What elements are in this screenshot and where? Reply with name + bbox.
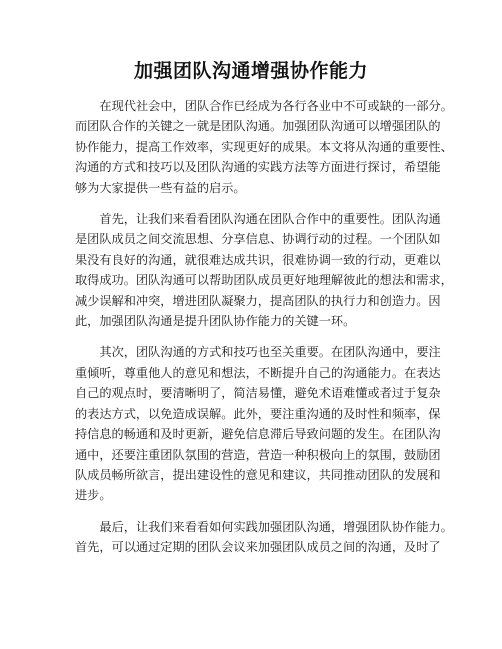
paragraph-line: 通中，还要注重团队氛围的营造，营造一种积极向上的氛围，鼓励团 xyxy=(75,447,441,462)
paragraph-line: 进步。 xyxy=(75,488,112,503)
paragraph-line: 持信息的畅通和及时更新，避免信息滞后导致问题的发生。在团队沟 xyxy=(75,427,441,442)
paragraph-line: 首先，让我们来看看团队沟通在团队合作中的重要性。团队沟通 xyxy=(99,212,441,227)
paragraph-line: 最后，让我们来看看如何实践加强团队沟通，增强团队协作能力。 xyxy=(99,519,453,534)
paragraph-line: 够为大家提供一些有益的启示。 xyxy=(75,180,246,195)
paragraph-line: 的表达方式，以免造成误解。此外，要注重沟通的及时性和频率，保 xyxy=(75,406,441,421)
paragraph-line: 自己的观点时，要清晰明了，简洁易懂，避免术语难懂或者过于复杂 xyxy=(75,386,441,401)
paragraph-line: 是团队成员之间交流思想、分享信息、协调行动的过程。一个团队如 xyxy=(75,232,441,247)
paragraph-line: 在现代社会中，团队合作已经成为各行各业中不可或缺的一部分。 xyxy=(99,99,453,113)
paragraph-line: 取得成功。团队沟通可以帮助团队成员更好地理解彼此的想法和需求， xyxy=(75,273,453,288)
paragraph-line: 协作能力，提高工作效率，实现更好的成果。本文将从沟通的重要性、 xyxy=(75,139,453,154)
paragraph-line: 果没有良好的沟通，就很难达成共识，很难协调一致的行动，更难以 xyxy=(75,252,441,267)
paragraph-1 xyxy=(75,96,453,198)
paragraph-line: 此，加强团队沟通是提升团队协作能力的关键一环。 xyxy=(75,314,356,329)
paragraph-line: 首先，可以通过定期的团队会议来加强团队成员之间的沟通，及时了 xyxy=(75,540,441,555)
paragraph-2 xyxy=(75,209,453,331)
paragraph-line: 减少误解和冲突，增进团队凝聚力，提高团队的执行力和创造力。因 xyxy=(75,293,441,308)
paragraph-line: 其次，团队沟通的方式和技巧也至关重要。在团队沟通中，要注 xyxy=(99,345,441,360)
paragraph-line: 而团队合作的关键之一就是团队沟通。加强团队沟通可以增强团队的 xyxy=(75,119,441,134)
document-title: 加强团队沟通增强协作能力 xyxy=(133,60,368,82)
document-body xyxy=(75,96,453,569)
paragraph-line: 沟通的方式和技巧以及团队沟通的实践方法等方面进行探讨，希望能 xyxy=(75,160,441,175)
paragraph-line: 队成员畅所欲言，提出建设性的意见和建议，共同推动团队的发展和 xyxy=(75,467,441,482)
paragraph-4 xyxy=(75,517,453,558)
paragraph-3 xyxy=(75,342,450,505)
paragraph-line: 重倾听，尊重他人的意见和想法，不断提升自己的沟通能力。在表达 xyxy=(75,365,441,380)
